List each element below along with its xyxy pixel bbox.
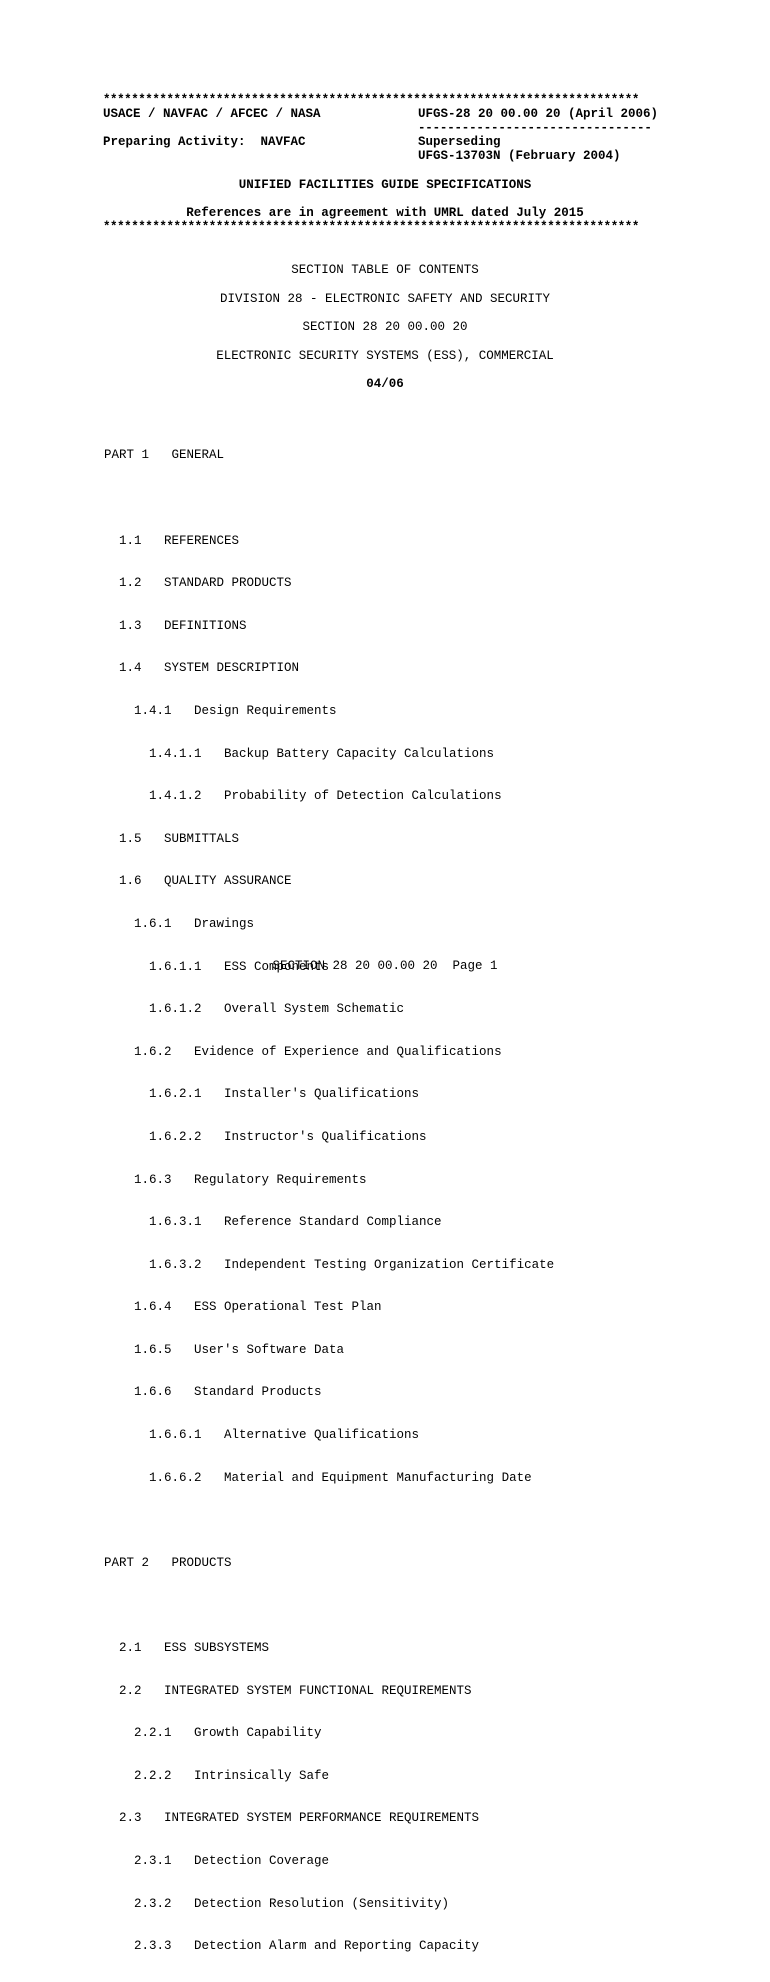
- header-ufgs-id: UFGS-28 20 00.00 20 (April 2006): [418, 107, 659, 121]
- header-preparing-activity: Preparing Activity: NAVFAC: [103, 135, 306, 149]
- section-date: 04/06: [366, 377, 404, 391]
- toc-entry: 2.3.3 Detection Alarm and Reporting Capacity: [104, 1939, 480, 1954]
- page-footer: SECTION 28 20 00.00 20 Page 1: [272, 959, 498, 973]
- toc-entry: 1.4.1 Design Requirements: [104, 703, 337, 718]
- toc-spacer: [104, 1598, 554, 1612]
- toc-entry: 2.3.1 Detection Coverage: [104, 1854, 330, 1868]
- toc-entry: PART 1 GENERAL: [104, 448, 225, 463]
- header-star-rule-bottom: ****************************************************************************: [103, 220, 639, 234]
- toc-entry: 1.6.5 User's Software Data: [104, 1342, 345, 1357]
- header-superseding-label: Superseding: [418, 135, 501, 149]
- section-number: SECTION 28 20 00.00 20: [302, 320, 468, 334]
- header-star-rule-top: ****************************************************************************: [103, 93, 639, 107]
- toc-entry: 1.6.1 Drawings: [104, 916, 255, 931]
- toc-entry: 2.1 ESS SUBSYSTEMS: [104, 1641, 270, 1656]
- toc-entry: 1.6.3 Regulatory Requirements: [104, 1172, 367, 1187]
- header-dash-rule: --------------------------------: [418, 121, 652, 135]
- toc-entry: 1.4.1.1 Backup Battery Capacity Calculations: [104, 746, 495, 761]
- toc-entry: 1.6.3.1 Reference Standard Compliance: [104, 1215, 442, 1230]
- header-references-note: References are in agreement with UMRL dated July 2015: [186, 206, 584, 220]
- toc-entry: 1.5 SUBMITTALS: [104, 831, 240, 846]
- toc-entry: 2.3.2 Detection Resolution (Sensitivity): [104, 1896, 450, 1911]
- toc-spacer: [104, 491, 554, 505]
- section-subject: ELECTRONIC SECURITY SYSTEMS (ESS), COMMERCIAL: [216, 349, 554, 363]
- toc-entry: 1.4 SYSTEM DESCRIPTION: [104, 661, 300, 676]
- table-of-contents: [104, 420, 554, 1982]
- toc-entry: 1.6.6.2 Material and Equipment Manufacturing Date: [104, 1470, 532, 1485]
- toc-entry: 1.1 REFERENCES: [104, 533, 240, 548]
- toc-entry: 1.3 DEFINITIONS: [104, 618, 247, 633]
- toc-entry: 1.6.2.1 Installer's Qualifications: [104, 1087, 420, 1102]
- toc-entry: 2.2.2 Intrinsically Safe: [104, 1768, 330, 1783]
- toc-entry: 1.6.3.2 Independent Testing Organization Certificate: [104, 1257, 555, 1272]
- toc-entry: 1.6.1.2 Overall System Schematic: [104, 1002, 405, 1017]
- toc-entry: 1.6.2 Evidence of Experience and Qualifications: [104, 1044, 502, 1059]
- toc-entry: 1.6.6 Standard Products: [104, 1385, 322, 1400]
- toc-spacer: [104, 1513, 554, 1527]
- toc-entry: 1.6.4 ESS Operational Test Plan: [104, 1300, 382, 1315]
- toc-entry: 1.6.2.2 Instructor's Qualifications: [104, 1129, 427, 1144]
- division-title: DIVISION 28 - ELECTRONIC SAFETY AND SECURITY: [219, 292, 551, 306]
- toc-entry: 1.6.1.1 ESS Components: [104, 959, 330, 974]
- toc-entry: PART 2 PRODUCTS: [104, 1555, 232, 1570]
- header-superseded-id: UFGS-13703N (February 2004): [418, 149, 621, 163]
- toc-entry: 2.2 INTEGRATED SYSTEM FUNCTIONAL REQUIREMENTS: [104, 1683, 472, 1698]
- toc-entry: 1.4.1.2 Probability of Detection Calculations: [104, 789, 502, 804]
- toc-entry: 1.6 QUALITY ASSURANCE: [104, 874, 292, 889]
- toc-entry: 2.2.1 Growth Capability: [104, 1726, 322, 1741]
- toc-entry: 1.2 STANDARD PRODUCTS: [104, 576, 292, 591]
- header-agencies: USACE / NAVFAC / AFCEC / NASA: [103, 107, 321, 121]
- toc-heading: SECTION TABLE OF CONTENTS: [291, 263, 479, 277]
- header-guide-title: UNIFIED FACILITIES GUIDE SPECIFICATIONS: [238, 178, 532, 192]
- toc-entry: 2.3 INTEGRATED SYSTEM PERFORMANCE REQUIREMENTS: [104, 1811, 480, 1826]
- toc-entry: 1.6.6.1 Alternative Qualifications: [104, 1428, 420, 1443]
